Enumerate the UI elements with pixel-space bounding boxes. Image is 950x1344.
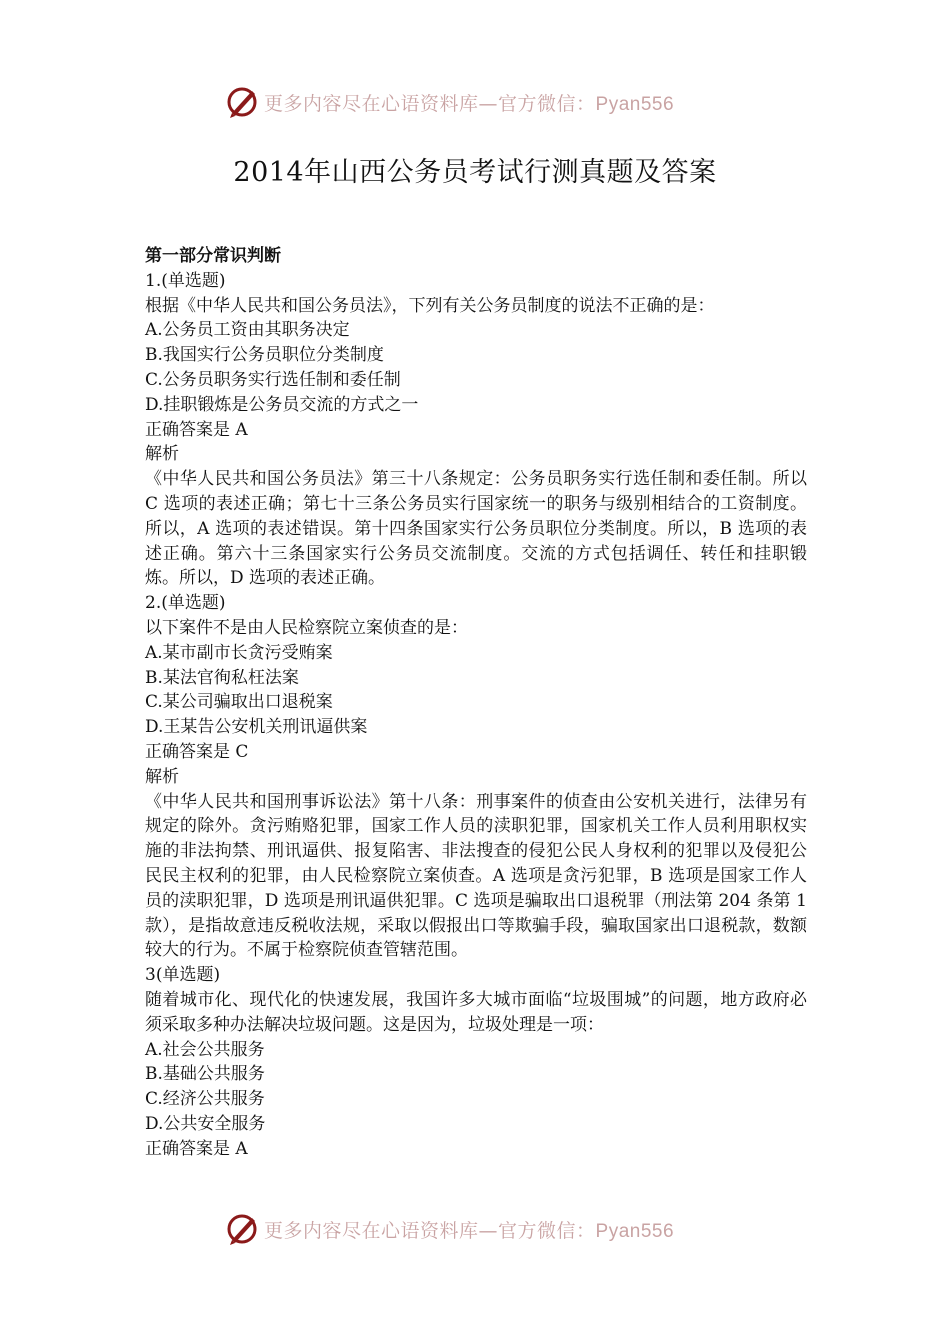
option: D.挂职锻炼是公务员交流的方式之一 xyxy=(145,394,419,415)
pen-logo-icon xyxy=(226,1212,260,1246)
section-heading: 第一部分常识判断 xyxy=(145,246,281,266)
wechat-id: Pyan556 xyxy=(595,93,675,115)
option: C.经济公共服务 xyxy=(145,1089,265,1110)
option: B.基础公共服务 xyxy=(145,1064,265,1085)
analysis-label: 解析 xyxy=(145,444,179,465)
analysis-label: 解析 xyxy=(145,766,179,787)
header-banner xyxy=(226,82,726,122)
answer: 正确答案是 A xyxy=(145,1138,248,1159)
question-stem: 以下案件不是由人民检察院立案侦查的是： xyxy=(145,617,468,638)
question-stem: 随着城市化、现代化的快速发展，我国许多大城市面临“垃圾围城”的问题，地方政府必须采取多种办法解决垃圾问题。这是因为，垃圾处理是一项： xyxy=(145,989,807,1035)
footer-banner xyxy=(226,1209,726,1249)
analysis-text: 《中华人民共和国刑事诉讼法》第十八条：刑事案件的侦查由公安机关进行，法律另有规定的除外。贪污贿赂犯罪，国家工作人员的渎职犯罪，国家机关工作人员利用职权实施的非法拘禁、刑讯逼供、报复陷害、非法搜查的侵犯公民人身权利的犯罪以及侵犯公民民主权利的犯罪，由人民检察院立案侦查。A 选项是贪污犯罪，B 选项是国家工作人员的渎职犯罪，D 选项是刑讯逼供犯罪。C 选项是骗取出口退税罪（刑法第 204 条第 1 款），是指故意违反税收法规，采取以假报出口等欺骗手段，骗取国家出口退税款，数额较大的行为。不属于检察院侦查管辖范围。 xyxy=(145,791,807,961)
option: D.公共安全服务 xyxy=(145,1113,266,1134)
option: C.公务员职务实行选任制和委任制 xyxy=(145,369,401,390)
option: A.公务员工资由其职务决定 xyxy=(145,320,350,341)
option: A.某市副市长贪污受贿案 xyxy=(145,642,333,663)
pen-logo-icon xyxy=(226,85,260,119)
wechat-id: Pyan556 xyxy=(595,1220,675,1242)
answer: 正确答案是 A xyxy=(145,419,248,440)
question-label: 3(单选题) xyxy=(145,965,221,986)
option: D.王某告公安机关刑讯逼供案 xyxy=(145,717,368,738)
page-title: 2014年山西公务员考试行测真题及答案 xyxy=(233,157,717,188)
answer: 正确答案是 C xyxy=(145,741,249,762)
banner-text: 更多内容尽在心语资料库—官方微信：Pyan556 xyxy=(264,1219,675,1242)
document-body xyxy=(145,244,807,1161)
banner-text: 更多内容尽在心语资料库—官方微信：Pyan556 xyxy=(264,92,675,115)
question-stem: 根据《中华人民共和国公务员法》，下列有关公务员制度的说法不正确的是： xyxy=(145,295,715,316)
option: B.某法官徇私枉法案 xyxy=(145,667,299,688)
question-label: 1.(单选题) xyxy=(145,270,226,291)
analysis-text: 《中华人民共和国公务员法》第三十八条规定：公务员职务实行选任制和委任制。所以 C 选项的表述正确；第七十三条公务员实行国家统一的职务与级别相结合的工资制度。所以，A 选项的表述错误。第十四条国家实行公务员职位分类制度。所以，B 选项的表述正确。第六十三条国家实行公务员交流制度。交流的方式包括调任、转任和挂职锻炼。所以，D 选项的表述正确。 xyxy=(145,469,807,589)
question-label: 2.(单选题) xyxy=(145,593,226,614)
option: A.社会公共服务 xyxy=(145,1039,265,1060)
option: C.某公司骗取出口退税案 xyxy=(145,692,333,713)
option: B.我国实行公务员职位分类制度 xyxy=(145,345,384,366)
